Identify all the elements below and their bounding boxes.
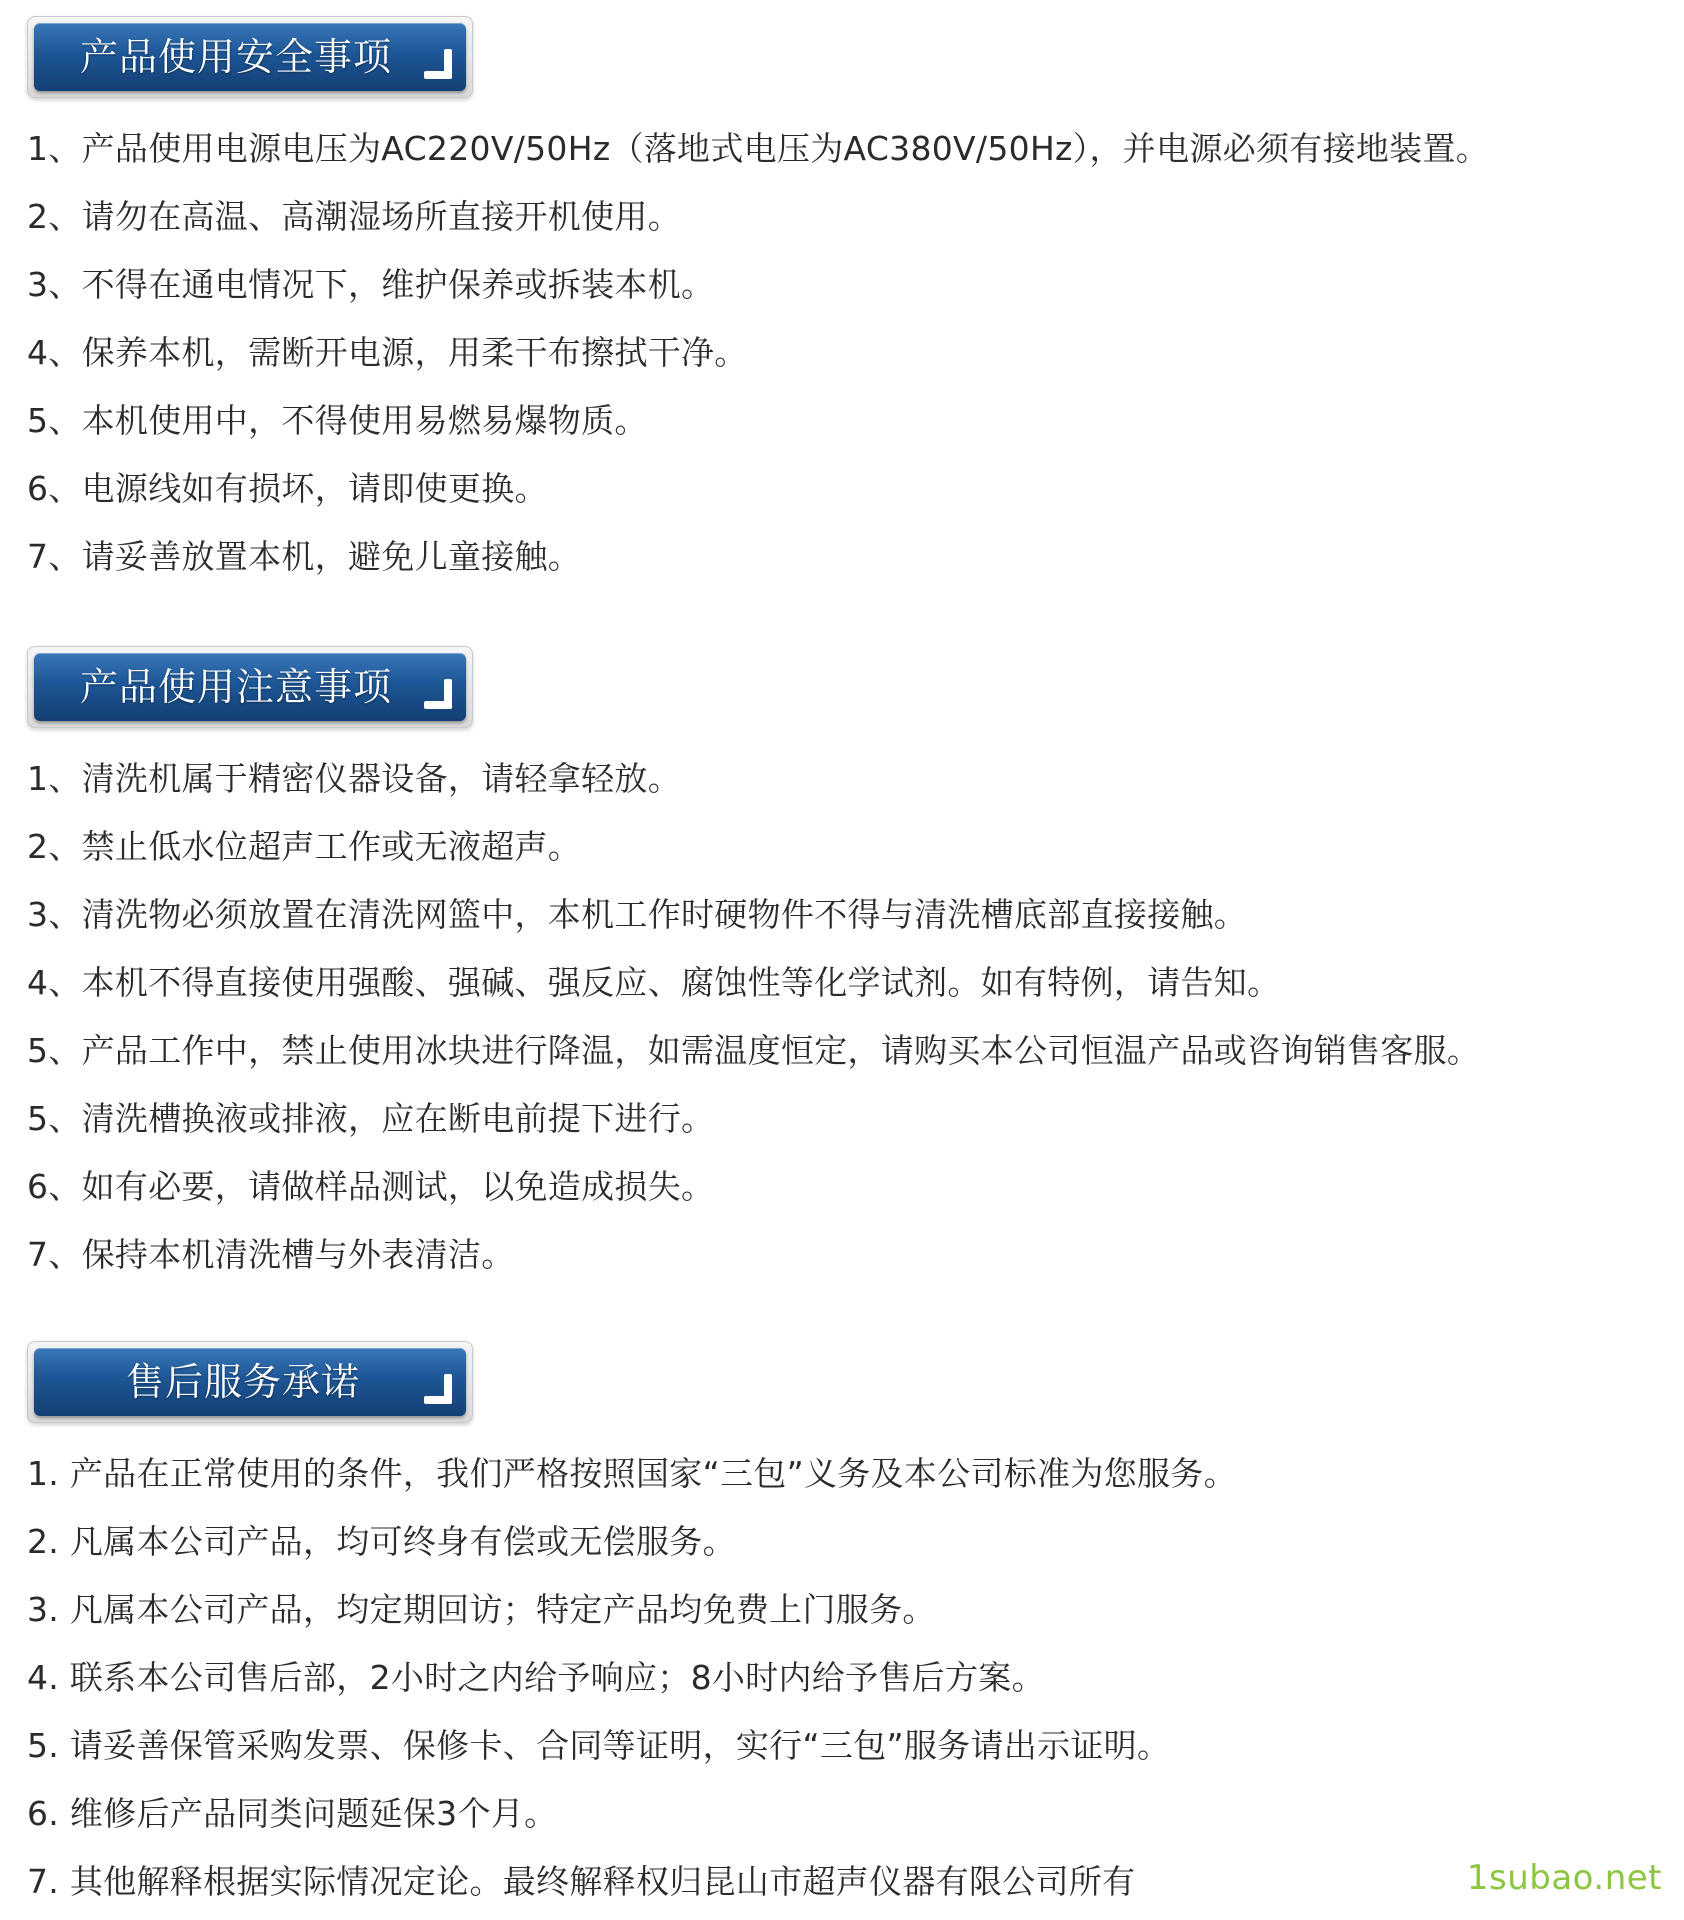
section-title: 产品使用安全事项 (80, 35, 393, 79)
list-item: 7、保持本机清洗槽与外表清洁。 (27, 1235, 515, 1274)
section-header (27, 646, 473, 728)
list-item: 7. 其他解释根据实际情况定论。最终解释权归昆山市超声仪器有限公司所有 (27, 1862, 1136, 1901)
list-item: 2. 凡属本公司产品，均可终身有偿或无偿服务。 (27, 1522, 736, 1561)
section-header (27, 1341, 473, 1423)
list-item: 6、如有必要，请做样品测试，以免造成损失。 (27, 1167, 715, 1206)
list-item: 5、产品工作中，禁止使用冰块进行降温，如需温度恒定，请购买本公司恒温产品或咨询销售客服。 (27, 1031, 1481, 1070)
list-item: 4、本机不得直接使用强酸、强碱、强反应、腐蚀性等化学试剂。如有特例，请告知。 (27, 963, 1281, 1002)
list-item: 2、请勿在高温、高潮湿场所直接开机使用。 (27, 197, 681, 236)
list-item: 5. 请妥善保管采购发票、保修卡、合同等证明，实行“三包”服务请出示证明。 (27, 1726, 1171, 1765)
list-item: 6、电源线如有损坏，请即使更换。 (27, 469, 548, 508)
list-item: 2、禁止低水位超声工作或无液超声。 (27, 827, 582, 866)
list-item: 3. 凡属本公司产品，均定期回访；特定产品均免费上门服务。 (27, 1590, 936, 1629)
watermark: 1subao.net (1466, 1858, 1662, 1898)
list-item: 6. 维修后产品同类问题延保3个月。 (27, 1794, 558, 1833)
corner-arrow-icon (424, 1374, 452, 1404)
list-item: 5、清洗槽换液或排液，应在断电前提下进行。 (27, 1099, 715, 1138)
corner-arrow-icon (424, 679, 452, 709)
corner-arrow-icon (424, 49, 452, 79)
list-item: 1. 产品在正常使用的条件，我们严格按照国家“三包”义务及本公司标准为您服务。 (27, 1454, 1237, 1493)
list-item: 4. 联系本公司售后部，2小时之内给予响应；8小时内给予售后方案。 (27, 1658, 1045, 1697)
section-title: 产品使用注意事项 (80, 665, 393, 709)
list-item: 5、本机使用中，不得使用易燃易爆物质。 (27, 401, 648, 440)
list-item: 7、请妥善放置本机，避免儿童接触。 (27, 537, 582, 576)
list-item: 3、清洗物必须放置在清洗网篮中，本机工作时硬物件不得与清洗槽底部直接接触。 (27, 895, 1248, 934)
list-item: 4、保养本机，需断开电源，用柔干布擦拭干净。 (27, 333, 748, 372)
section-title: 售后服务承诺 (126, 1360, 361, 1404)
section-header-bar (34, 1348, 466, 1416)
section-header-bar (34, 653, 466, 721)
section-header (27, 16, 473, 98)
list-item: 3、不得在通电情况下，维护保养或拆装本机。 (27, 265, 715, 304)
list-item: 1、清洗机属于精密仪器设备，请轻拿轻放。 (27, 759, 681, 798)
list-item: 1、产品使用电源电压为AC220V/50Hz（落地式电压为AC380V/50Hz），并电源必须有接地装置。 (27, 129, 1490, 168)
section-header-bar (34, 23, 466, 91)
